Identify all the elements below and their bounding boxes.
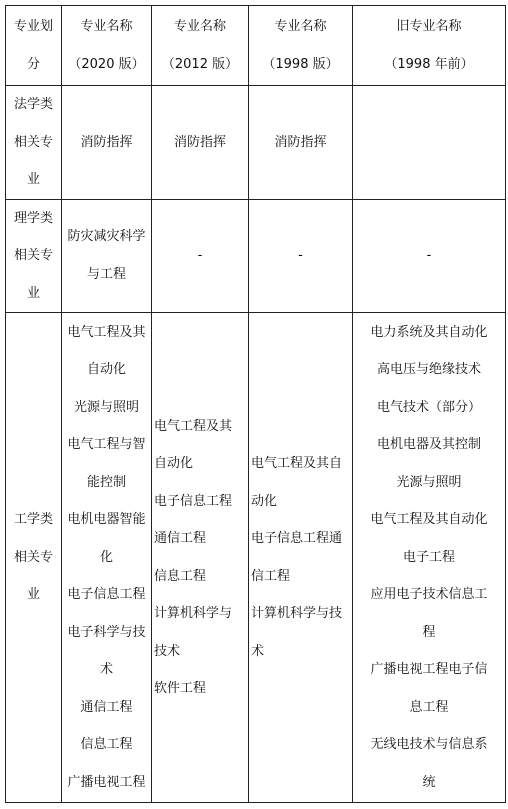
header-row: [6, 6, 506, 86]
cell-line: 业: [26, 172, 40, 187]
cell-line: 电气工程及其: [154, 418, 233, 434]
cell-line: 化: [99, 549, 113, 565]
cell-line: 理学类: [13, 210, 53, 226]
cell-1998: [249, 199, 353, 313]
cell-line: 业: [26, 587, 40, 603]
cell-2020: [62, 86, 152, 200]
cell-line: 通信工程: [80, 699, 133, 715]
cell-old: [353, 313, 506, 803]
cell-line: 计算机科学与: [154, 606, 233, 621]
cell-line: 消防指挥: [80, 134, 133, 150]
cell-line: 相关专: [13, 134, 53, 150]
cell-line: 动化: [251, 493, 278, 509]
cell-line: 计算机科学与技: [251, 606, 343, 621]
cell-line: 自动化: [86, 362, 126, 378]
cell-line: 广播电视工程电子信: [370, 662, 488, 678]
cell-line: 电机电器及其控制: [376, 437, 481, 453]
cell-line: 相关专: [13, 248, 53, 263]
cell-line: 信息工程: [154, 568, 207, 584]
cell-2012: [152, 199, 249, 313]
cell-line: 消防指挥: [173, 134, 226, 150]
cell-old: [353, 199, 506, 313]
cell-line: 与工程: [86, 266, 126, 282]
header-2012: 专业名称 （2012 版）: [152, 6, 249, 86]
table-row-law: [6, 86, 506, 200]
cell-line: 程: [422, 624, 436, 640]
cell-line: 电子信息工程: [154, 493, 233, 509]
cell-line: 信工程: [251, 568, 291, 584]
category-cell: [6, 199, 62, 313]
cell-line: 能控制: [86, 474, 126, 490]
cell-line: 法学类: [13, 97, 53, 112]
cell-line: 广播电视工程: [67, 774, 146, 790]
cell-line: 防灾减灾科学: [67, 229, 146, 245]
table-row-science: [6, 199, 506, 313]
cell-line: -: [197, 248, 203, 263]
header-2020: 专业名称 （2020 版）: [62, 6, 152, 86]
cell-line: 电子科学与技: [67, 624, 146, 640]
cell-line: 电子工程: [402, 549, 455, 565]
cell-line: 应用电子技术信息工: [370, 587, 488, 603]
cell-2012: [152, 86, 249, 200]
cell-line: 电子信息工程通: [251, 531, 343, 546]
cell-line: 术: [251, 643, 265, 659]
major-table: [5, 5, 506, 803]
cell-line: 电气工程及其自: [251, 456, 343, 471]
cell-line: 技术: [154, 643, 181, 659]
category-cell: [6, 313, 62, 803]
cell-line: 光源与照明: [73, 399, 139, 415]
cell-line: 通信工程: [154, 531, 207, 546]
cell-2012: [152, 313, 249, 803]
cell-line: 统: [422, 774, 436, 790]
cell-line: 术: [99, 662, 113, 678]
header-1998: 专业名称 （1998 版）: [249, 6, 353, 86]
cell-1998: [249, 313, 353, 803]
table-row-engineering: [6, 313, 506, 803]
cell-2020: [62, 199, 152, 313]
cell-line: -: [298, 248, 303, 263]
cell-line: 电机电器智能: [67, 512, 146, 528]
cell-line: 电力系统及其自动化: [370, 324, 488, 340]
cell-2020: [62, 313, 152, 803]
cell-line: 电子信息工程: [67, 587, 146, 603]
cell-line: 相关专: [13, 549, 53, 565]
cell-line: 电气技术（部分）: [376, 399, 481, 415]
category-cell: [6, 86, 62, 200]
cell-line: 电气工程与智: [67, 437, 146, 453]
cell-line: 电气工程及其: [67, 324, 146, 340]
cell-line: 高电压与绝缘技术: [376, 362, 481, 378]
cell-line: 消防指挥: [274, 134, 327, 150]
cell-line: 无线电技术与信息系: [370, 737, 488, 753]
cell-line: 光源与照明: [396, 474, 462, 490]
cell-line: 息工程: [409, 699, 449, 715]
cell-old: [353, 86, 506, 200]
cell-line: 自动化: [154, 456, 194, 471]
cell-line: 工学类: [13, 512, 53, 528]
cell-line: 电气工程及其自动化: [370, 512, 488, 528]
header-old: 旧专业名称 （1998 年前）: [353, 6, 506, 86]
header-category: 专业划 分: [6, 6, 62, 86]
cell-1998: [249, 86, 353, 200]
cell-line: 业: [26, 285, 40, 301]
cell-line: 软件工程: [154, 681, 207, 696]
cell-line: 信息工程: [80, 737, 133, 753]
cell-line: -: [426, 248, 432, 263]
